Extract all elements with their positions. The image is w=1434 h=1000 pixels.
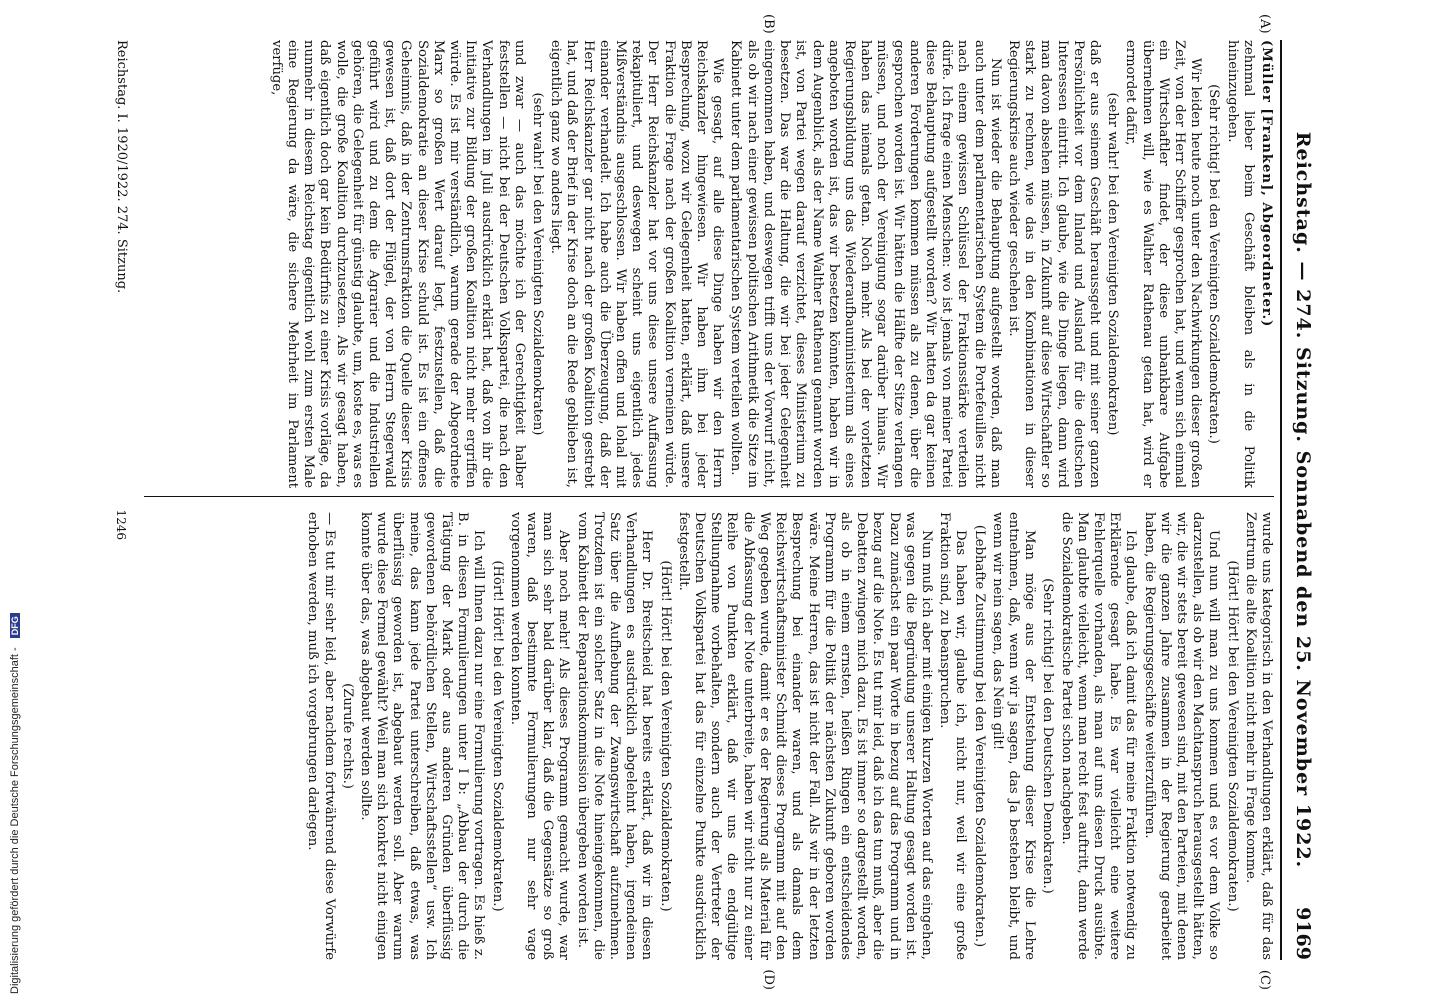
paragraph: Ich will Ihnen dazu nur eine Formulierung vortragen. Es hieß z. B. in diesen Formulierungen unter I b: „Abbau der durch die Tätigung der Mark oder aus anderen Gründen überflüssig gewordenen behördlichen Stellen, Wirtschaftsstellen“ usw. Ich meine, das kann jede Partei unterschreiben, daß etwas, was überflüssig geworden ist, abgebaut werden soll. Aber warum wurde diese Formel gewählt? Weil man sich konkret nicht einigen konnte über das, was abgebaut werden sollte. [358,512,487,960]
interjection: (Hört! Hört! bei den Vereinigten Sozialdemokraten.) [1224,560,1240,912]
margin-marker-d: (D) [761,969,776,990]
column-divider [144,496,1274,497]
paragraph: Herr Dr. Breitscheid hat bereits erklärt, daß wir in diesen Verhandlungen es ausdrücklich abgelehnt haben, irgendeinen Satz über die Aufhebung der Zwangswirtschaft aufzunehmen. Trotzdem ist ein solcher Satz in die Note hineingekommen, die vom Kabinett der Reparationskommission übergeben worden ist. [574,512,655,960]
paragraph: Das haben wir, glaube ich, nicht nur, weil wir eine große Fraktion sind, zu beanspruchen. [937,512,969,960]
paragraph: und zwar — auch das möchte ich der Gerechtigkeit halber feststellen — nicht bei der Deutschen Volkspartei, die nach den Verhandlungen im Juli ausdrücklich erklärt hat, daß von ihr die Initiative zur Bildung der großen Koalition nicht mehr ergriffen würde. Es ist mir verständlich, warum gerade der Abgeordnete Marx so großen Wert darauf legt, festzustellen, daß die Sozialdemokratie an dieser Krise schuld ist. Es ist ein offenes Geheimnis, daß in der Zentrumsfraktion die Quelle dieser Krisis gewesen ist, daß dort der Flügel, der von Herrn Stegerwald geführt wird und zu dem die Agrarier und die Industriellen gehören, die Gelegenheit für günstig glaubte, um, koste es, was es wolle, die große Koalition durchzusetzen. Als wir gesagt haben, daß eigentlich doch gar kein Bedürfnis zu einer Krisis vorläge, da nunmehr in diesem Reichstag eigentlich wohl zum ersten Male eine Regierung da wäre, die sichere Mehrheit im Parlament verfüge, [268,40,527,488]
margin-marker-b: (B) [761,14,776,34]
interjection: (Zurufe rechts.) [339,683,355,789]
margin-marker-c: (C) [1257,969,1272,990]
speaker-line: (Müller [Franken], Abgeordneter.) [1259,40,1274,328]
left-column [144,40,1274,488]
footer-reference: Reichstag. I. 1920/1922. 274. Sitzung. [114,40,129,294]
paragraph: Ich glaube, daß ich damit das für meine Fraktion notwendig zu Erklärende gesagt habe. Es war vielleicht eine weitere Fehlerquelle vorhanden, als man auf uns diesen Druck ausübte. Man glaubte vielleicht, wenn man recht fest auftritt, dann werde die Sozialdemokratische Partei schon nachgeben. [1058,512,1139,960]
paragraph: Nun ist wieder die Behauptung aufgestellt worden, daß man auch unter dem parlamentarischen System die Portefeuilles nicht nach einem gewissen Schlüssel der Fraktionsstärke verteilen dürfe. Ich frage einen Menschen: wo ist jemals von meiner Partei diese Behauptung aufgestellt worden? Wir hatten da gar keinen anderen Forderungen kommen müssen als zu denen, über die gesprochen worden ist. Wir hätten die Hälfte der Sitze verlangen müssen, und noch der Vereinigung sogar darüber hinaus. Wir haben das niemals getan. Noch mehr. Als bei der vorletzten Regierungsbildung uns das Wiederaufbauministerium als eines angeboten worden ist, das wir besetzen könnten, haben wir in dem Augenblick, als der Name Walther Rathenau genannt worden ist, von Partei wegen darauf verzichtet, dieses Ministerium zu besetzen. Das war die Haltung, die wir bei jeder Gelegenheit eingenommen haben, und deswegen trifft uns der Vorwurf nicht, als ob wir nach einer gewissen politischen Arithmetik die Sitze im Kabinett unter dem parlamentarischen System verteilen wollten. [728,40,1003,488]
paragraph: daß er aus seinem Geschäft heraussgeht und mit seiner ganzen Persönlichkeit vor dem Inland und Ausland für die deutschen Interessen eintritt. Ich glaube, wie die Dinge liegen, dann wird man davon absehen müssen, in Zukunft auf diese Wirtschaftler so stark zu rechnen, wie das in den Kombinationen in dieser Regierungskrise auch wieder geschehen ist. [1005,40,1102,488]
credit-text [9,613,21,994]
interjection: (Sehr richtig! bei den Vereinigten Sozialdemokraten.) [1206,84,1222,444]
interjection: (Hört! Hört! bei den Vereinigten Sozialdemokraten.) [657,560,673,912]
paragraph: Man möge aus der Entstehung dieser Krise die Lehre entnehmen, daß, wenn wir ja sagen, das Ja bestehen bleibt, und wenn wir nein sagen, das Nein gilt! [989,512,1038,960]
footer-page-id: 1246 [114,509,128,540]
page-number: 9169 [1292,907,1314,960]
right-column [144,512,1274,960]
paragraph: zehnmal lieber beim Geschäft bleiben als in die Politik hineinzugehen. [1224,40,1256,488]
scanned-page [66,0,1336,1000]
page-title: Reichstag. — 274. Sitzung. Sonnabend den 25. November 1922. [1292,131,1314,869]
interjection: (sehr wahr! bei den Vereinigten Sozialdemokraten) [530,92,546,436]
page-header [1280,40,1318,960]
paragraph: Wir leiden heute noch unter den Nachwirkungen dieser großen Zeit, von der Herr Schiffer gesprochen hat, und wenn sich einmal ein Wirtschaftler findet, der diese unbankbare Aufgabe übernehmen will, wie es Walther Rathenau getan hat, wird er ermordet dafür, [1123,40,1204,488]
interjection: (Sehr richtig! bei den Deutschen Demokraten.) [1040,578,1056,894]
interjection: (Lebhafte Zustimmung bei den Vereinigten Sozialdemokraten.) [971,524,987,948]
margin-marker-a: (A) [1257,14,1272,34]
paragraph: Aber noch mehr! Als dieses Programm gemacht wurde, war man sich sehr bald darüber klar, daß die Gegensätze so groß waren, daß bestimmte Formulierungen nur sehr vage vorgenommen werden konnten. [507,512,572,960]
paragraph: Und nun will man zu uns kommen und es vor dem Volke so darzustellen, als ob wir den Machtanspruch herausgestellt hätten, wir, die wir stets bereit gewesen sind, mit den Parteien, mit denen wir die ganzen Jahre zusammen in der Regierung gearbeitet haben, die Regierungsgeschäfte weiterzuführen. [1141,512,1222,960]
paragraph: — Es tut mir sehr leid, aber nachdem fortwährend diese Vorwürfe erhoben werden, muß ich vorgebrungen darlegen. [305,512,337,960]
digitization-credit [2,0,28,1000]
credit-label: Digitalisierung gefördert durch die Deutsche Forschungsgemeinschaft - [9,647,21,994]
interjection: (Hört! Hört! bei den Vereinigten Sozialdemokraten.) [489,560,505,912]
paragraph: Nun muß ich aber mit einigen kurzen Worten auf das eingehen, was gegen die Begründung unserer Haltung gesagt worden ist. Dazu zunächst ein paar Worte in bezug auf das Programm und in bezug auf die Note. Es tut mir leid, daß ich das tun muß, aber die Debatten zwingen mich dazu. Es ist immer so dargestellt worden, als ob in einem ernsten, heißen Ringen ein entscheidendes Programm für die Politik der nächsten Zukunft geboren worden wäre. Meine Herren, das ist nicht der Fall. Als wir in der letzten Besprechung bei einander waren, und als damals dem Reichswirtschaftsminister Schmidt dieses Programm mit auf den Weg gegeben wurde, damit er es der Regierung als Material für die Abfassung der Note unterbreite, haben wir nicht nur zu einer Reihe von Punkten erklärt, daß wir uns die endgültige Stellungnahme vorbehalten, sondern auch der Vertreter der Deutschen Volkspartei hat das für einzelne Punkte ausdrücklich festgestellt. [675,512,934,960]
interjection: (sehr wahr! bei den Vereinigten Sozialdemokraten) [1105,92,1121,436]
dfg-logo: DFG [10,613,20,638]
paragraph: Wie gesagt, auf alle diese Dinge haben wir den Herrn Reichskanzler hingewiesen. Wir haben ihm bei jeder Besprechung, wozu wir Gelegenheit hatten, erklärt, daß unsere Fraktion die Frage nach der großen Koalition verneinen würde. Der Herr Reichskanzler hat vor uns diese unsere Auffassung rekapituliert, und deswegen scheint uns eigentlich jedes Mißverständnis ausgeschlossen. Wir haben offen und lohal mit einander verhandelt. Ich habe auch die Überzeugung, daß der Herr Reichskanzler gar nicht nach der großen Koalition gestrebt hat, und daß der Brief in der Krise doch an die Rede geblieben ist, eigentlich ganz wo anders liegt. [548,40,726,488]
paragraph: wurde uns kategorisch in den Verhandlungen erklärt, daß für das Zentrum die alte Koalition nicht mehr in Frage komme. [1242,512,1274,960]
